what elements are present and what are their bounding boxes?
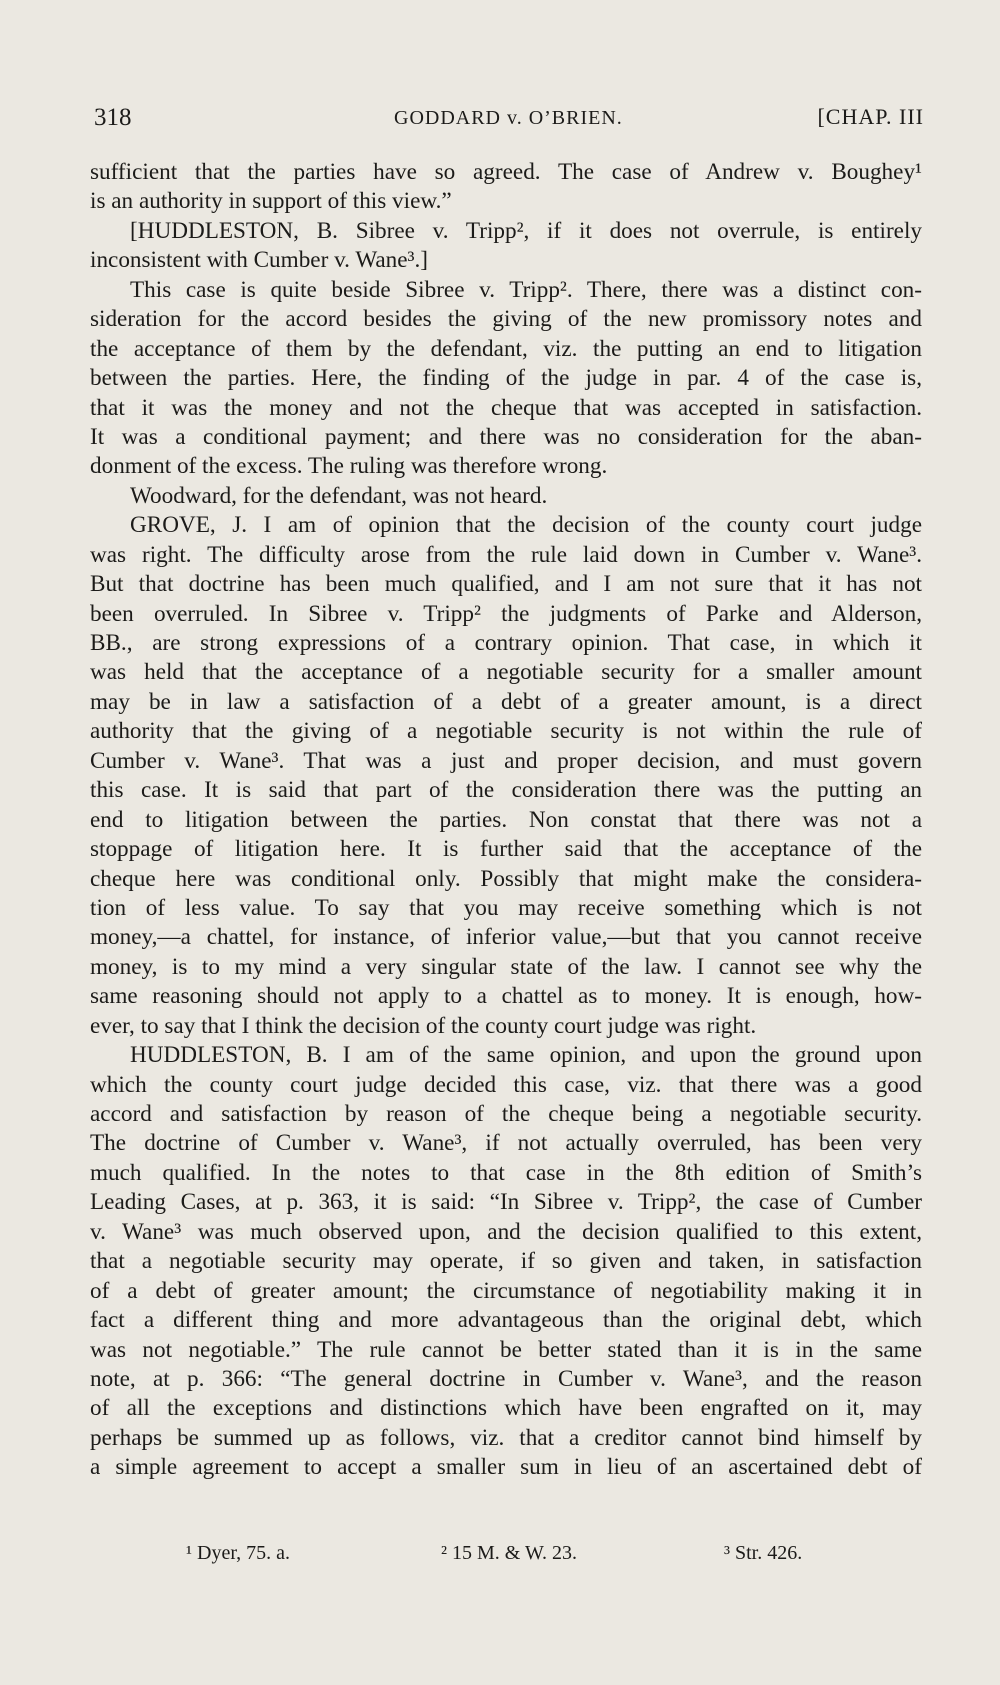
text-line: sideration for the accord besides the giving of the new promissory notes and bbox=[90, 306, 922, 333]
text-line: was not negotiable.” The rule cannot be better stated than it is in the same bbox=[90, 1336, 922, 1363]
running-title: GODDARD v. O’BRIEN. bbox=[394, 107, 623, 129]
text-line: donment of the excess. The ruling was therefore wrong. bbox=[90, 453, 608, 480]
footnote-2: ² 15 M. & W. 23. bbox=[441, 1542, 578, 1564]
text-line: that it was the money and not the cheque that was accepted in satisfaction. bbox=[90, 394, 922, 421]
footnotes bbox=[186, 1542, 836, 1572]
text-line: between the parties. Here, the finding of the judge in par. 4 of the case is, bbox=[90, 365, 922, 392]
text-line: v. Wane³ was much observed upon, and the decision qualified to this extent, bbox=[90, 1218, 922, 1245]
text-line: may be in law a satisfaction of a debt of a greater amount, is a direct bbox=[90, 688, 922, 715]
text-line: fact a different thing and more advantageous than the original debt, which bbox=[90, 1307, 922, 1334]
text-line: money,—a chattel, for instance, of inferior value,—but that you cannot receive bbox=[90, 924, 922, 951]
text-line: It was a conditional payment; and there was no consideration for the aban- bbox=[90, 423, 922, 450]
page-number: 318 bbox=[94, 104, 132, 131]
text-line: The doctrine of Cumber v. Wane³, if not actually overruled, has been very bbox=[90, 1130, 922, 1157]
text-line: much qualified. In the notes to that case in the 8th edition of Smith’s bbox=[90, 1159, 922, 1186]
text-line: Cumber v. Wane³. That was a just and proper decision, and must govern bbox=[90, 747, 922, 774]
text-line: inconsistent with Cumber v. Wane³.] bbox=[90, 247, 429, 274]
text-line: Woodward, for the defendant, was not heard. bbox=[130, 482, 548, 509]
text-line: that a negotiable security may operate, if so given and taken, in satisfaction bbox=[90, 1248, 922, 1275]
text-line: this case. It is said that part of the consideration there was the putting an bbox=[90, 777, 922, 804]
text-line: This case is quite beside Sibree v. Tripp². There, there was a distinct con- bbox=[130, 276, 922, 303]
text-line: money, is to my mind a very singular state of the law. I cannot see why the bbox=[90, 953, 922, 980]
text-line: Leading Cases, at p. 363, it is said: “In Sibree v. Tripp², the case of Cumber bbox=[90, 1189, 922, 1216]
text-line: a simple agreement to accept a smaller sum in lieu of an ascertained debt of bbox=[90, 1454, 922, 1481]
footnote-3: ³ Str. 426. bbox=[724, 1542, 803, 1564]
text-line: the acceptance of them by the defendant, viz. the putting an end to litigation bbox=[90, 335, 922, 362]
body-text bbox=[90, 158, 922, 1483]
text-line: ever, to say that I think the decision of the county court judge was right. bbox=[90, 1012, 757, 1039]
text-line: was held that the acceptance of a negotiable security for a smaller amount bbox=[90, 659, 922, 686]
text-line: perhaps be summed up as follows, viz. that a creditor cannot bind himself by bbox=[90, 1424, 922, 1451]
text-line: GROVE, J. I am of opinion that the decision of the county court judge bbox=[130, 512, 922, 539]
text-line: cheque here was conditional only. Possibly that might make the considera- bbox=[90, 865, 922, 892]
chapter-label: [CHAP. III bbox=[817, 104, 924, 129]
text-line: accord and satisfaction by reason of the cheque being a negotiable security. bbox=[90, 1101, 922, 1127]
text-line: note, at p. 366: “The general doctrine in Cumber v. Wane³, and the reason bbox=[90, 1365, 922, 1392]
footnote-1: ¹ Dyer, 75. a. bbox=[186, 1542, 291, 1564]
text-line: which the county court judge decided this case, viz. that there was a good bbox=[90, 1071, 922, 1098]
text-line: same reasoning should not apply to a chattel as to money. It is enough, how- bbox=[90, 983, 922, 1010]
running-header bbox=[94, 104, 924, 144]
text-line: been overruled. In Sibree v. Tripp² the judgments of Parke and Alderson, bbox=[90, 600, 922, 627]
text-line: BB., are strong expressions of a contrary opinion. That case, in which it bbox=[90, 630, 922, 656]
text-line: But that doctrine has been much qualified, and I am not sure that it has not bbox=[90, 571, 922, 598]
text-line: is an authority in support of this view.” bbox=[90, 188, 452, 215]
text-line: HUDDLESTON, B. I am of the same opinion, and upon the ground upon bbox=[130, 1042, 922, 1069]
text-line: end to litigation between the parties. Non constat that there was not a bbox=[90, 806, 922, 833]
text-line: sufficient that the parties have so agreed. The case of Andrew v. Boughey¹ bbox=[90, 159, 922, 185]
text-line: of a debt of greater amount; the circumstance of negotiability making it in bbox=[90, 1277, 922, 1304]
text-line: [HUDDLESTON, B. Sibree v. Tripp², if it does not overrule, is entirely bbox=[130, 217, 922, 244]
text-line: tion of less value. To say that you may receive something which is not bbox=[90, 894, 922, 921]
text-line: stoppage of litigation here. It is further said that the acceptance of the bbox=[90, 836, 922, 863]
text-line: of all the exceptions and distinctions which have been engrafted on it, may bbox=[90, 1395, 922, 1422]
text-line: was right. The difficulty arose from the rule laid down in Cumber v. Wane³. bbox=[90, 541, 922, 568]
text-line: authority that the giving of a negotiable security is not within the rule of bbox=[90, 718, 922, 745]
